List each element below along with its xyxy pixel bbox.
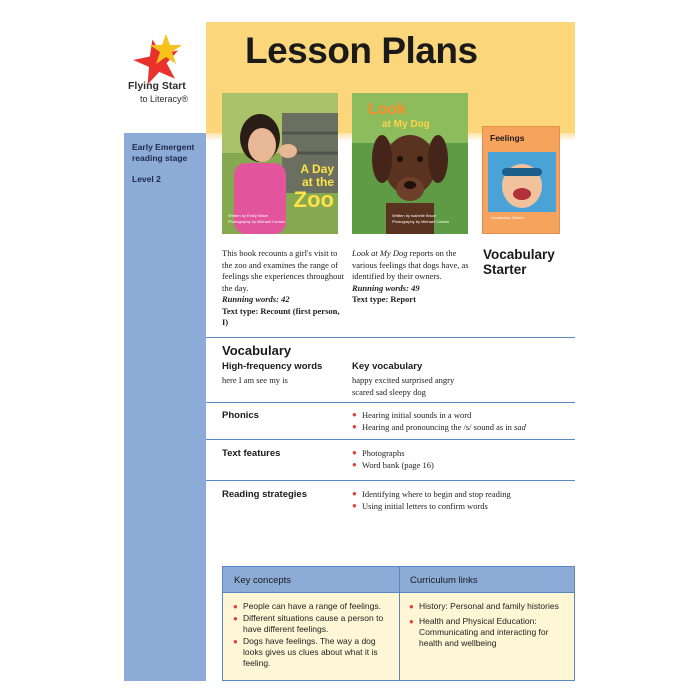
curriculum-links-header: Curriculum links: [410, 575, 478, 586]
key-vocabulary-line-2: scared sad sleepy dog: [352, 387, 426, 397]
key-concepts-list: [233, 601, 395, 669]
dog-cover-title: Look at My Dog: [368, 101, 430, 130]
high-frequency-words: here I am see my is: [222, 375, 288, 385]
list-item: ● Hearing initial sounds in a word: [352, 410, 472, 420]
list-item: ● People can have a range of feelings.: [233, 601, 381, 611]
zoo-cover-credit-1: Written by Emily Wave: [228, 213, 269, 218]
vocabulary-heading: Vocabulary: [222, 343, 292, 358]
divider: [206, 439, 575, 440]
text-features-label: Text features: [222, 448, 281, 459]
list-item: ● History: Personal and family histories: [409, 601, 559, 611]
list-item: ● Identifying where to begin and stop reading: [352, 489, 511, 499]
boy-photo-icon: [488, 152, 556, 212]
divider: [206, 480, 575, 481]
text-features-list: [352, 447, 572, 471]
phonics-list: [352, 409, 572, 433]
book-summary-zoo: This book recounts a girl's visit to the zoo and examines the range of feelings she experiences throughout the day. Running words: 42 Text type: Recount (first person, I): [222, 248, 345, 327]
divider: [206, 337, 575, 338]
book-cover-zoo: [222, 93, 338, 234]
book-cover-dog: [352, 93, 468, 234]
high-frequency-label: High-frequency words: [222, 361, 323, 372]
curriculum-links-list: [409, 601, 569, 649]
list-item: ● Using initial letters to confirm words: [352, 501, 488, 511]
reading-strategies-list: [352, 488, 574, 512]
book-cover-feelings: [482, 126, 560, 234]
key-vocabulary-label: Key vocabulary: [352, 361, 423, 372]
logo-name: Flying Start: [128, 80, 186, 92]
phonics-label: Phonics: [222, 410, 259, 421]
vocabulary-starter-heading: Vocabulary Starter: [483, 247, 555, 277]
key-concepts-header: Key concepts: [234, 575, 292, 586]
divider: [206, 402, 575, 403]
feelings-cover-label: Feelings: [490, 133, 525, 143]
logo-tagline: to Literacy®: [140, 94, 189, 104]
feelings-cover-caption: Vocabulary Starter: [491, 215, 524, 220]
list-item: ● Health and Physical Education: Communicating and interacting for health and wellbeing: [409, 616, 549, 648]
list-item: ● Word bank (page 16): [352, 460, 434, 470]
reading-stage: Early Emergent reading stage: [132, 142, 195, 163]
key-vocabulary-line-1: happy excited surprised angry: [352, 375, 455, 385]
sidebar: [124, 133, 206, 681]
list-item: ● Photographs: [352, 448, 405, 458]
column-divider: [399, 567, 400, 680]
list-item: ● Different situations cause a person to have different feelings.: [233, 613, 384, 634]
zoo-cover-credit-2: Photography by Michael Curtain: [228, 219, 285, 224]
book-summary-dog: Look at My Dog reports on the various feelings that dogs have, as identified by their owners. Running words: 49 Text type: Report: [352, 248, 469, 304]
dog-cover-credit-2: Photography by Michael Curtain: [392, 219, 449, 224]
reading-strategies-label: Reading strategies: [222, 489, 307, 500]
list-item: ● Dogs have feelings. The way a dog looks gives us clues about what it is feeling.: [233, 636, 378, 668]
list-item: ● Hearing and pronouncing the /s/ sound as in sad: [352, 422, 526, 432]
reading-level: Level 2: [132, 174, 161, 184]
page-title: Lesson Plans: [245, 30, 478, 71]
zoo-cover-title: A Day at the Zoo: [293, 162, 334, 212]
dog-cover-credit-1: Written by Isabelle Bruce: [392, 213, 437, 218]
concepts-table: [222, 566, 575, 681]
